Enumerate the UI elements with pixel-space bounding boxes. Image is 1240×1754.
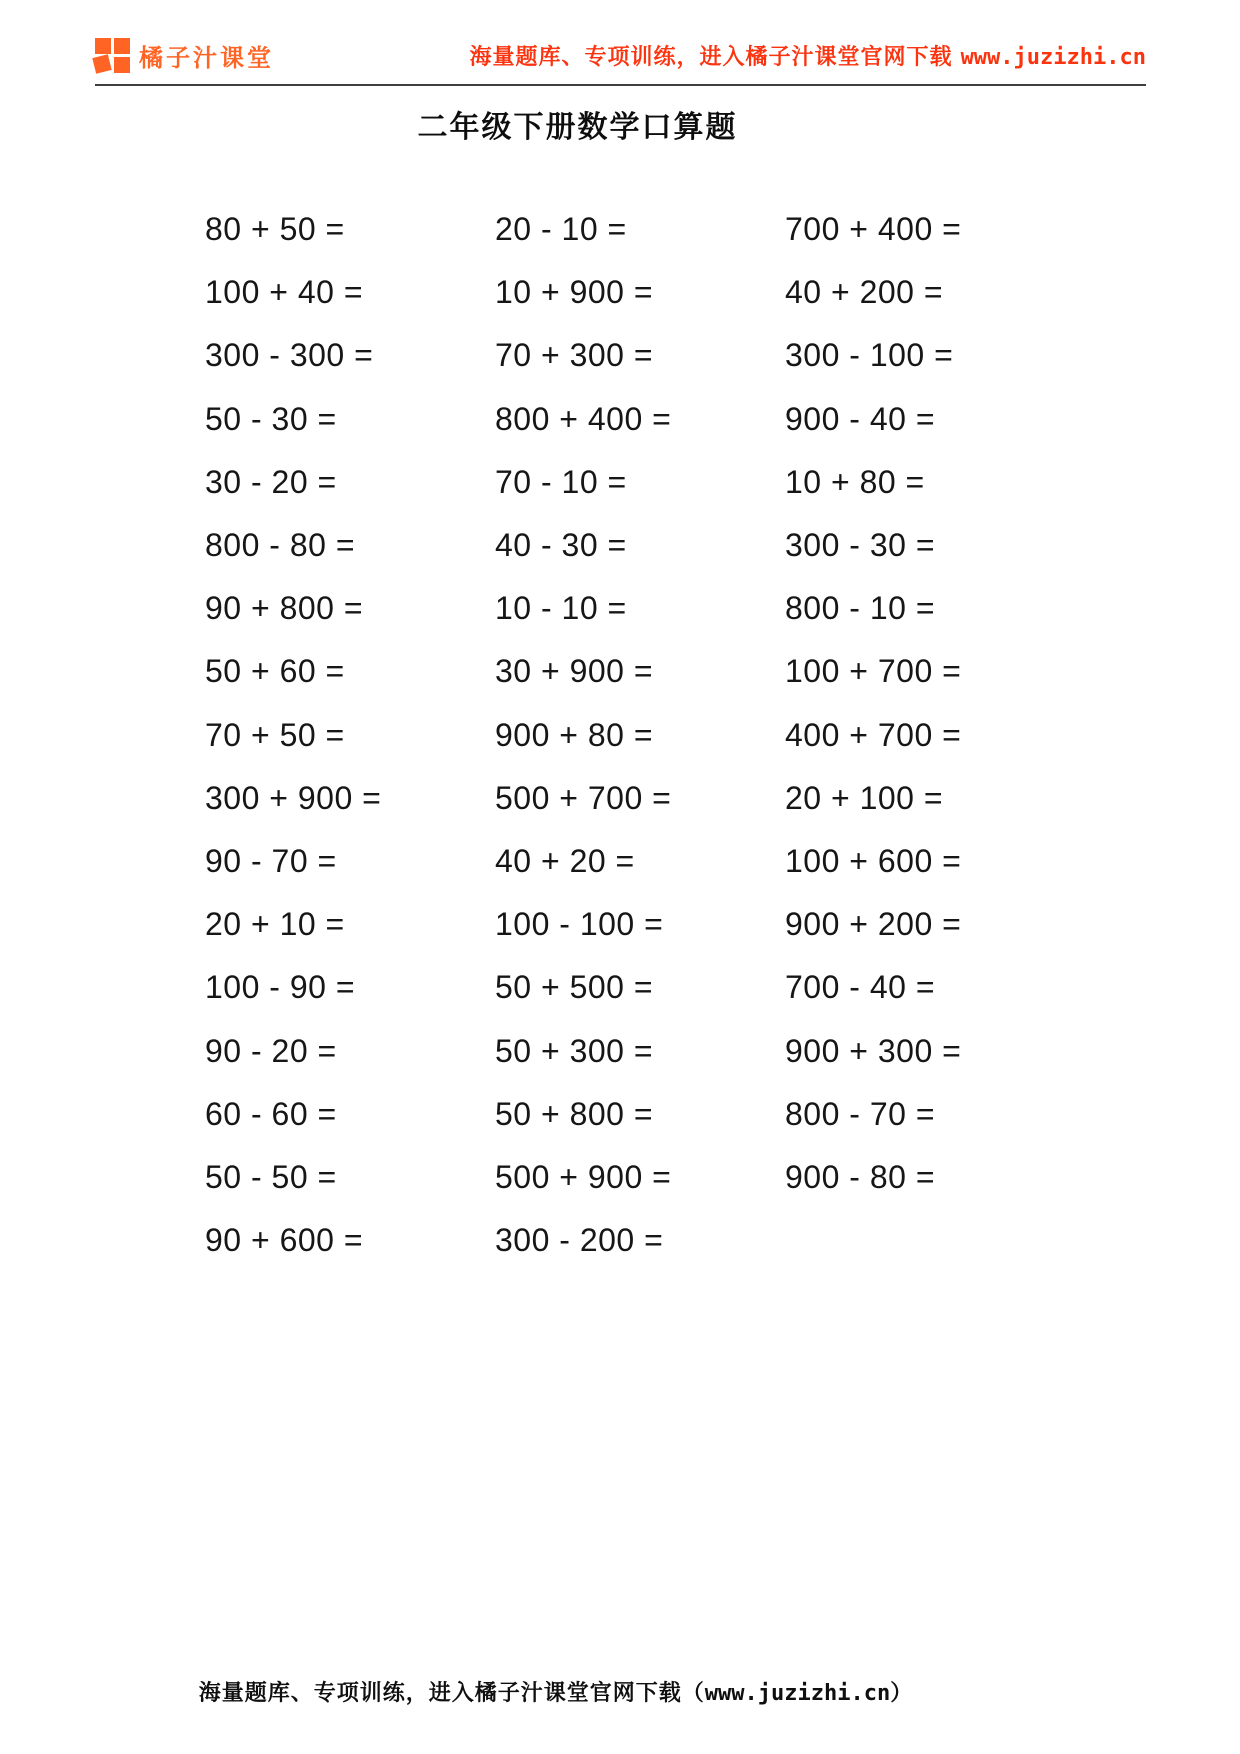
problem-item: 90 + 600 =: [205, 1222, 364, 1259]
problem-item: 90 - 70 =: [205, 842, 337, 879]
footer-text-suffix: ）: [890, 1680, 914, 1705]
problem-item: 50 + 300 =: [495, 1032, 654, 1069]
problem-item: 100 - 100 =: [495, 906, 664, 943]
brand-name: 橘子汁课堂: [139, 44, 274, 72]
problem-item: 500 + 900 =: [495, 1158, 672, 1195]
problem-item: 300 - 300 =: [205, 337, 374, 374]
problem-item: 100 + 600 =: [785, 842, 962, 879]
problem-item: 100 + 40 =: [205, 274, 364, 311]
problems-grid: [205, 198, 1105, 1272]
problem-item: 70 + 50 =: [205, 716, 345, 753]
problem-item: 900 - 80 =: [785, 1158, 935, 1195]
problem-item: 50 - 30 =: [205, 400, 337, 437]
problem-item: 700 - 40 =: [785, 969, 935, 1006]
promo-url-link[interactable]: www.juzizhi.cn: [960, 44, 1146, 70]
problem-item: 10 - 10 =: [495, 590, 627, 627]
problem-item: 10 + 80 =: [785, 463, 925, 500]
problem-item: 900 - 40 =: [785, 400, 935, 437]
logo-square-bottom-right: [114, 57, 130, 73]
problem-item: 60 - 60 =: [205, 1095, 337, 1132]
problem-item: 300 - 30 =: [785, 527, 935, 564]
problem-item: 30 - 20 =: [205, 463, 337, 500]
logo-square-top-left: [95, 38, 111, 54]
problem-item: 90 + 800 =: [205, 590, 364, 627]
problem-item: 800 + 400 =: [495, 400, 672, 437]
problem-item: 70 - 10 =: [495, 463, 627, 500]
problem-item: 900 + 80 =: [495, 716, 654, 753]
header-promo: [470, 40, 1146, 71]
problem-item: 300 - 100 =: [785, 337, 954, 374]
problem-item: 800 - 80 =: [205, 527, 355, 564]
footer-text-prefix: 海量题库、专项训练，进入橘子汁课堂官网下载（: [198, 1680, 705, 1705]
problem-item: 50 - 50 =: [205, 1158, 337, 1195]
problem-item: 40 - 30 =: [495, 527, 627, 564]
problem-item: 800 - 70 =: [785, 1095, 935, 1132]
problem-item: 500 + 700 =: [495, 779, 672, 816]
problem-item: 40 + 20 =: [495, 842, 635, 879]
problem-item: 30 + 900 =: [495, 653, 654, 690]
problem-item: 20 + 100 =: [785, 779, 944, 816]
problem-item: 300 - 200 =: [495, 1222, 664, 1259]
problem-item: 50 + 60 =: [205, 653, 345, 690]
promo-text: 海量题库、专项训练，进入橘子汁课堂官网下载: [469, 43, 953, 69]
page-header: [95, 34, 1146, 76]
logo-square-bottom-left: [92, 54, 111, 73]
problem-item: 10 + 900 =: [495, 274, 654, 311]
problem-item: 400 + 700 =: [785, 716, 962, 753]
problem-item: 20 + 10 =: [205, 906, 345, 943]
footer-url-link[interactable]: www.juzizhi.cn: [704, 1681, 891, 1706]
problem-item: 700 + 400 =: [785, 211, 962, 248]
problem-item: 900 + 300 =: [785, 1032, 962, 1069]
problem-item: 80 + 50 =: [205, 211, 345, 248]
problem-item: 800 - 10 =: [785, 590, 935, 627]
problem-item: 90 - 20 =: [205, 1032, 337, 1069]
problem-item: 300 + 900 =: [205, 779, 382, 816]
page-footer: [199, 1676, 913, 1707]
problem-item: 20 - 10 =: [495, 211, 627, 248]
problem-item: 100 - 90 =: [205, 969, 355, 1006]
juzizhi-logo-icon: [95, 35, 131, 75]
problem-item: 40 + 200 =: [785, 274, 944, 311]
problem-item: 70 + 300 =: [495, 337, 654, 374]
brand: [95, 35, 274, 75]
problem-item: 50 + 800 =: [495, 1095, 654, 1132]
worksheet-title: 二年级下册数学口算题: [417, 111, 738, 144]
problem-item: 100 + 700 =: [785, 653, 962, 690]
problem-item: 50 + 500 =: [495, 969, 654, 1006]
header-divider: [95, 84, 1146, 86]
logo-square-top-right: [114, 38, 130, 54]
problem-item: 900 + 200 =: [785, 906, 962, 943]
